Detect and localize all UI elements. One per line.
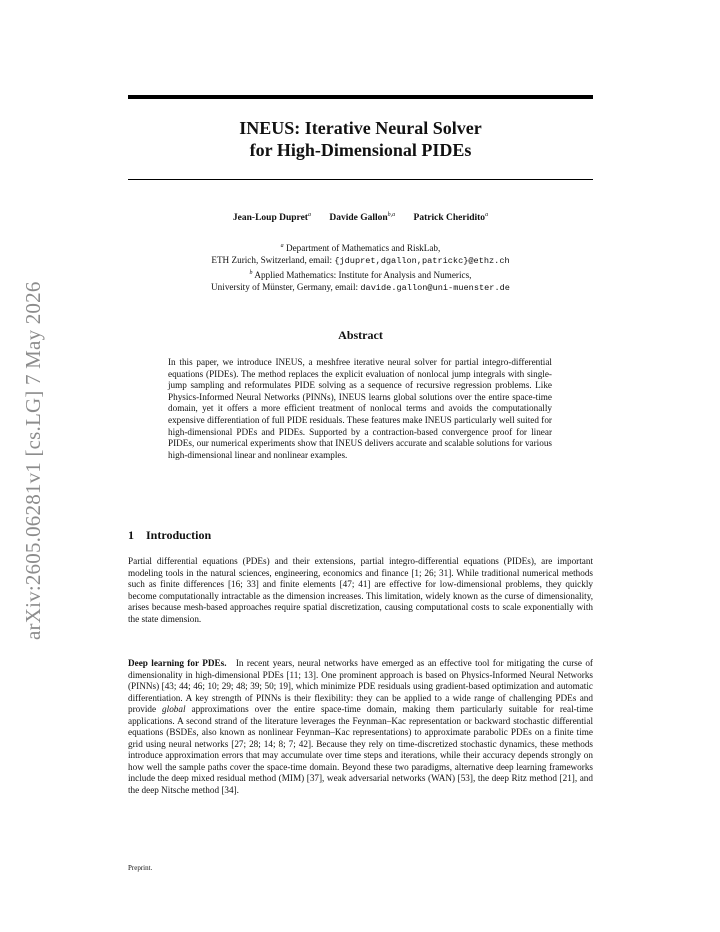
author-name: Davide Gallon xyxy=(329,213,388,224)
affiliations xyxy=(128,240,593,294)
author-3 xyxy=(414,213,489,223)
email-address[interactable]: davide.gallon@uni-muenster.de xyxy=(360,283,510,294)
affil-mark: b xyxy=(249,270,253,277)
affiliation-b-line1 xyxy=(128,267,593,281)
paragraph-runin-heading: Deep learning for PDEs. xyxy=(128,658,227,668)
affil-mark: a xyxy=(280,243,284,249)
author-affil-mark: a xyxy=(485,212,489,218)
title-top-rule xyxy=(128,95,593,99)
author-affil-mark: b,a xyxy=(387,212,396,218)
paper-title xyxy=(128,117,593,161)
abstract-heading: Abstract xyxy=(338,328,383,342)
paragraph-text: approximations over the entire space-time domain, making them particularly suitable for real-time applications. A second strand of the literature leverages the Feynman–Kac representation or backward stochastic differential equations (BSDEs, also known as nonlinear Feynman–Kac representations) to approximate parabolic PDEs on a finite time grid using neural networks [27; 28; 14; 8; 7; 42]. Because they rely on time-discretized stochastic dynamics, these methods introduce approximation errors that may accumulate over time steps and iterations, while their accuracy depends strongly on how well the sample paths cover the space-time domain. Beyond these two paradigms, alternative deep learning frameworks include the deep mixed residual method (MIM) [37], weak adversarial networks (WAN) [53], the deep Ritz method [21], and the deep Nitsche method [34]. xyxy=(128,704,594,796)
email-address[interactable]: {jdupret,dgallon,patrickc}@ethz.ch xyxy=(334,256,510,267)
affil-text: Department of Mathematics and RiskLab, xyxy=(285,243,441,254)
affil-text: University of Münster, Germany, email: xyxy=(211,282,359,293)
author-list xyxy=(128,212,593,223)
arxiv-identifier-stamp: arXiv:2605.06281v1 [cs.LG] 7 May 2026 xyxy=(21,281,45,640)
affil-text: Applied Mathematics: Institute for Analysis and Numerics, xyxy=(254,270,472,281)
footer-note: Preprint. xyxy=(128,864,153,872)
paragraph-text: In recent years, neural networks have emerged as an effective tool for mitigating the curse of dimensionality in high-dimensional PDEs [11; 13]. One prominent approach is based on Physics-Informed Neural Networks (PINNs) [43; 44; 46; 10; 29; 48; 39; 50; 19], which minimize PDE residuals using gradient-based optimization and automatic differentiation. A key strength of PINNs is their flexibility: they can be applied to a wide range of challenging PDEs and provide xyxy=(128,658,593,715)
author-1 xyxy=(233,213,311,223)
author-name: Patrick Cheridito xyxy=(413,213,486,224)
section-number: 1 xyxy=(128,528,134,542)
intro-paragraph-1: Partial differential equations (PDEs) and their extensions, partial integro-differential equations (PIDEs), are important modeling tools in the natural sciences, engineering, economics and finance [1; 26; 31]. While traditional numerical methods such as finite differences [16; 33] and finite elements [47; 41] are effective for low-dimensional problems, they quickly become computationally intractable as the dimension increases. This limitation, widely known as the curse of dimensionality, arises because mesh-based approaches require spatial discretization, causing computational costs to scale exponentially with the state dimension. xyxy=(128,556,593,624)
affiliation-a-line1 xyxy=(128,240,593,254)
title-line-2: for High-Dimensional PIDEs xyxy=(249,140,472,160)
author-2 xyxy=(329,213,395,223)
title-bottom-rule xyxy=(128,179,593,180)
author-name: Jean-Loup Dupret xyxy=(232,213,308,224)
abstract-text: In this paper, we introduce INEUS, a meshfree iterative neural solver for partial integro-differential equations (PIDEs). The method replaces the explicit evaluation of nonlocal jump integrals with single-jump sampling and reformulates PIDE solving as a sequence of recursive regression problems. Like Physics-Informed Neural Networks (PINNs), INEUS learns global solutions over the entire space-time domain, yet it offers a more efficient treatment of nonlocal terms and avoids the computationally expensive differentiation of full PIDE residuals. These features make INEUS particularly well suited for high-dimensional PDEs and PIDEs. Supported by a contraction-based convergence proof for linear PIDEs, our numerical experiments show that INEUS delivers accurate and scalable solutions for various high-dimensional linear and nonlinear examples. xyxy=(168,357,552,460)
section-title: Introduction xyxy=(146,528,212,542)
author-affil-mark: a xyxy=(307,212,311,218)
affiliation-b-line2 xyxy=(128,281,593,294)
affiliation-a-line2 xyxy=(128,254,593,267)
emphasis-text: global xyxy=(162,704,186,715)
section-heading-introduction xyxy=(128,528,211,543)
intro-paragraph-2 xyxy=(128,658,593,797)
affil-text: ETH Zurich, Switzerland, email: xyxy=(211,255,333,266)
title-line-1: INEUS: Iterative Neural Solver xyxy=(239,118,482,138)
